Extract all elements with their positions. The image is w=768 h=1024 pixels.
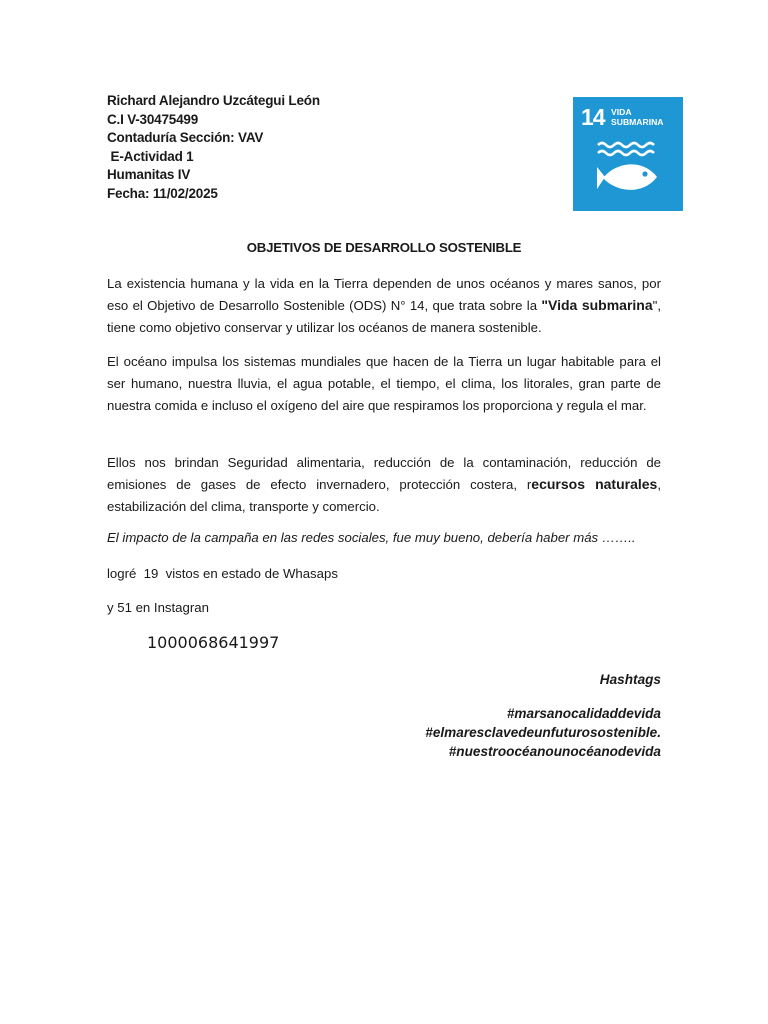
author-name: Richard Alejandro Uzcátegui León xyxy=(107,93,320,108)
sdg-label xyxy=(611,107,664,127)
hashtags-title: Hashtags xyxy=(599,672,661,687)
sdg-label-line1: VIDA xyxy=(611,107,632,117)
hashtag-item: #nuestroocéanounocéanodevida xyxy=(448,744,661,759)
id-number: 1000068641997 xyxy=(147,633,280,652)
author-id: C.I V-30475499 xyxy=(107,111,199,127)
campaign-impact-line: El impacto de la campaña en las redes sociales, fue muy bueno, debería haber más …….. xyxy=(107,530,636,545)
hashtags-block xyxy=(425,670,661,761)
course-label: Humanitas IV xyxy=(107,167,191,183)
paragraph-3-text-a: Ellos nos brindan Seguridad alimentaria, reducción de la contaminación, reducción de emisiones de gases de efecto invernadero, protección costera, r xyxy=(107,455,661,492)
paragraph-3-emphasis: ecursos naturales xyxy=(531,475,658,492)
fish-waves-icon xyxy=(595,139,661,197)
paragraph-2: El océano impulsa los sistemas mundiales que hacen de la Tierra un lugar habitable para el ser humano, nuestra lluvia, el agua potable, el tiempo, el clima, los litorales, gran parte de nuestra comida e incluso el oxígeno del aire que respiramos los proporciona y regula el mar. xyxy=(107,354,661,413)
whatsapp-views-line: logré 19 vistos en estado de Whasaps xyxy=(107,566,338,581)
paragraph-3-text-b: , estabilización del clima, transporte y comercio. xyxy=(107,476,661,514)
author-header xyxy=(107,92,320,204)
sdg-number: 14 xyxy=(581,104,605,130)
paragraph-1-text-a: La existencia humana y la vida en la Tierra dependen de unos océanos y mares sanos, por eso el Objetivo de Desarrollo Sostenible (ODS) N° 14, que trata sobre la xyxy=(107,276,661,313)
date-label: Fecha: 11/02/2025 xyxy=(107,185,218,201)
hashtag-item: #elmaresclavedeunfuturosostenible. xyxy=(425,725,661,740)
paragraph-3 xyxy=(107,452,661,517)
paragraph-1-emphasis: "Vida submarina xyxy=(541,296,653,313)
instagram-views-line: y 51 en Instagran xyxy=(107,600,209,615)
document-title: OBJETIVOS DE DESARROLLO SOSTENIBLE xyxy=(246,240,522,255)
hashtag-item: #marsanocalidaddevida xyxy=(506,706,661,721)
paragraph-1 xyxy=(107,273,661,338)
career-section: Contaduría Sección: VAV xyxy=(107,130,264,146)
activity-label: E-Actividad 1 xyxy=(107,148,194,164)
sdg-label-line2: SUBMARINA xyxy=(611,117,664,127)
sdg-14-logo xyxy=(573,97,683,211)
paragraph-1-text-b: ", tiene como objetivo conservar y utilizar los océanos de manera sostenible. xyxy=(107,297,661,335)
